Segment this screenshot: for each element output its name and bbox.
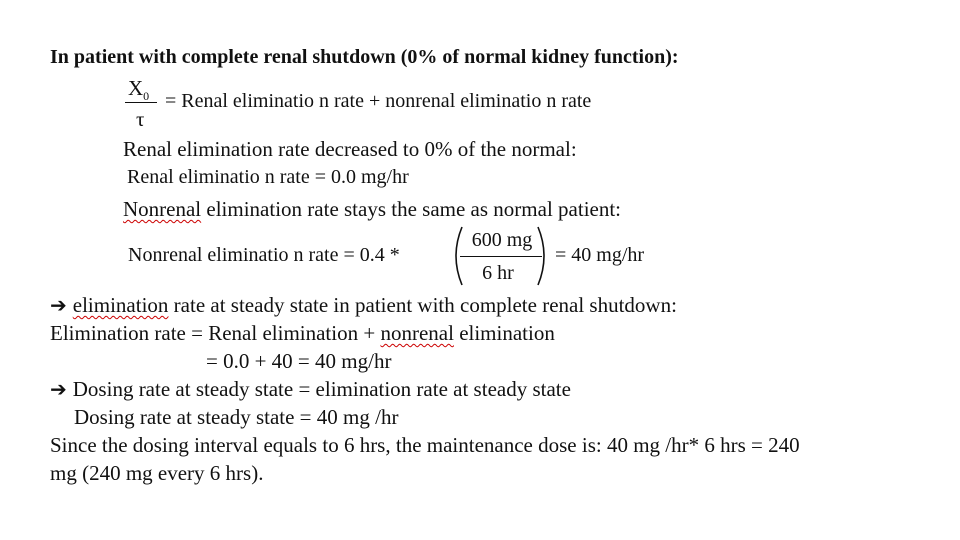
eq1-fraction-bar [125, 102, 157, 103]
eq2-rhs: = 40 mg/hr [555, 244, 645, 266]
eq1-numerator: $X_0$ [128, 76, 150, 104]
eq1-rhs: = Renal eliminatio n rate + nonrenal eliminatio n rate [165, 90, 592, 112]
spell-flag-word: elimination [72, 293, 169, 317]
eq2-lhs: Nonrenal eliminatio n rate = 0.4 * [128, 244, 400, 266]
spell-flag-word: Nonrenal [123, 197, 202, 221]
dosing-value-line: Dosing rate at steady state = 40 mg /hr [74, 405, 399, 429]
slide-title: In patient with complete renal shutdown (0% of normal kidney function): [50, 46, 679, 68]
spell-flag-word: nonrenal [380, 321, 454, 345]
dosing-eq-line: ➔ Dosing rate at steady state = elimination rate at steady state [50, 377, 571, 401]
arrow-right-icon: ➔ [50, 293, 67, 317]
eq1-denominator: τ [136, 107, 145, 131]
steady-state-line: ➔ elimination rate at steady state in patient with complete renal shutdown: [50, 293, 677, 317]
elimination-rate-line: Elimination rate = Renal elimination + nonrenal elimination [50, 321, 555, 345]
maintenance-line-1: Since the dosing interval equals to 6 hrs, the maintenance dose is: 40 mg /hr* 6 hrs = 240 [50, 433, 800, 457]
renal-decreased-line: Renal elimination rate decreased to 0% of the normal: [123, 137, 577, 161]
elimination-sum-line: = 0.0 + 40 = 40 mg/hr [206, 349, 392, 373]
maintenance-line-2: mg (240 mg every 6 hrs). [50, 461, 264, 485]
eq2-denominator: 6 hr [482, 262, 514, 284]
renal-value-line: Renal eliminatio n rate = 0.0 mg/hr [127, 166, 409, 188]
eq2-numerator: 600 mg [471, 229, 533, 251]
right-paren-icon [536, 225, 552, 287]
eq2-fraction-bar [460, 256, 542, 257]
arrow-right-icon: ➔ [50, 377, 67, 401]
nonrenal-same-line: Nonrenal elimination rate stays the same as normal patient: [123, 197, 622, 221]
